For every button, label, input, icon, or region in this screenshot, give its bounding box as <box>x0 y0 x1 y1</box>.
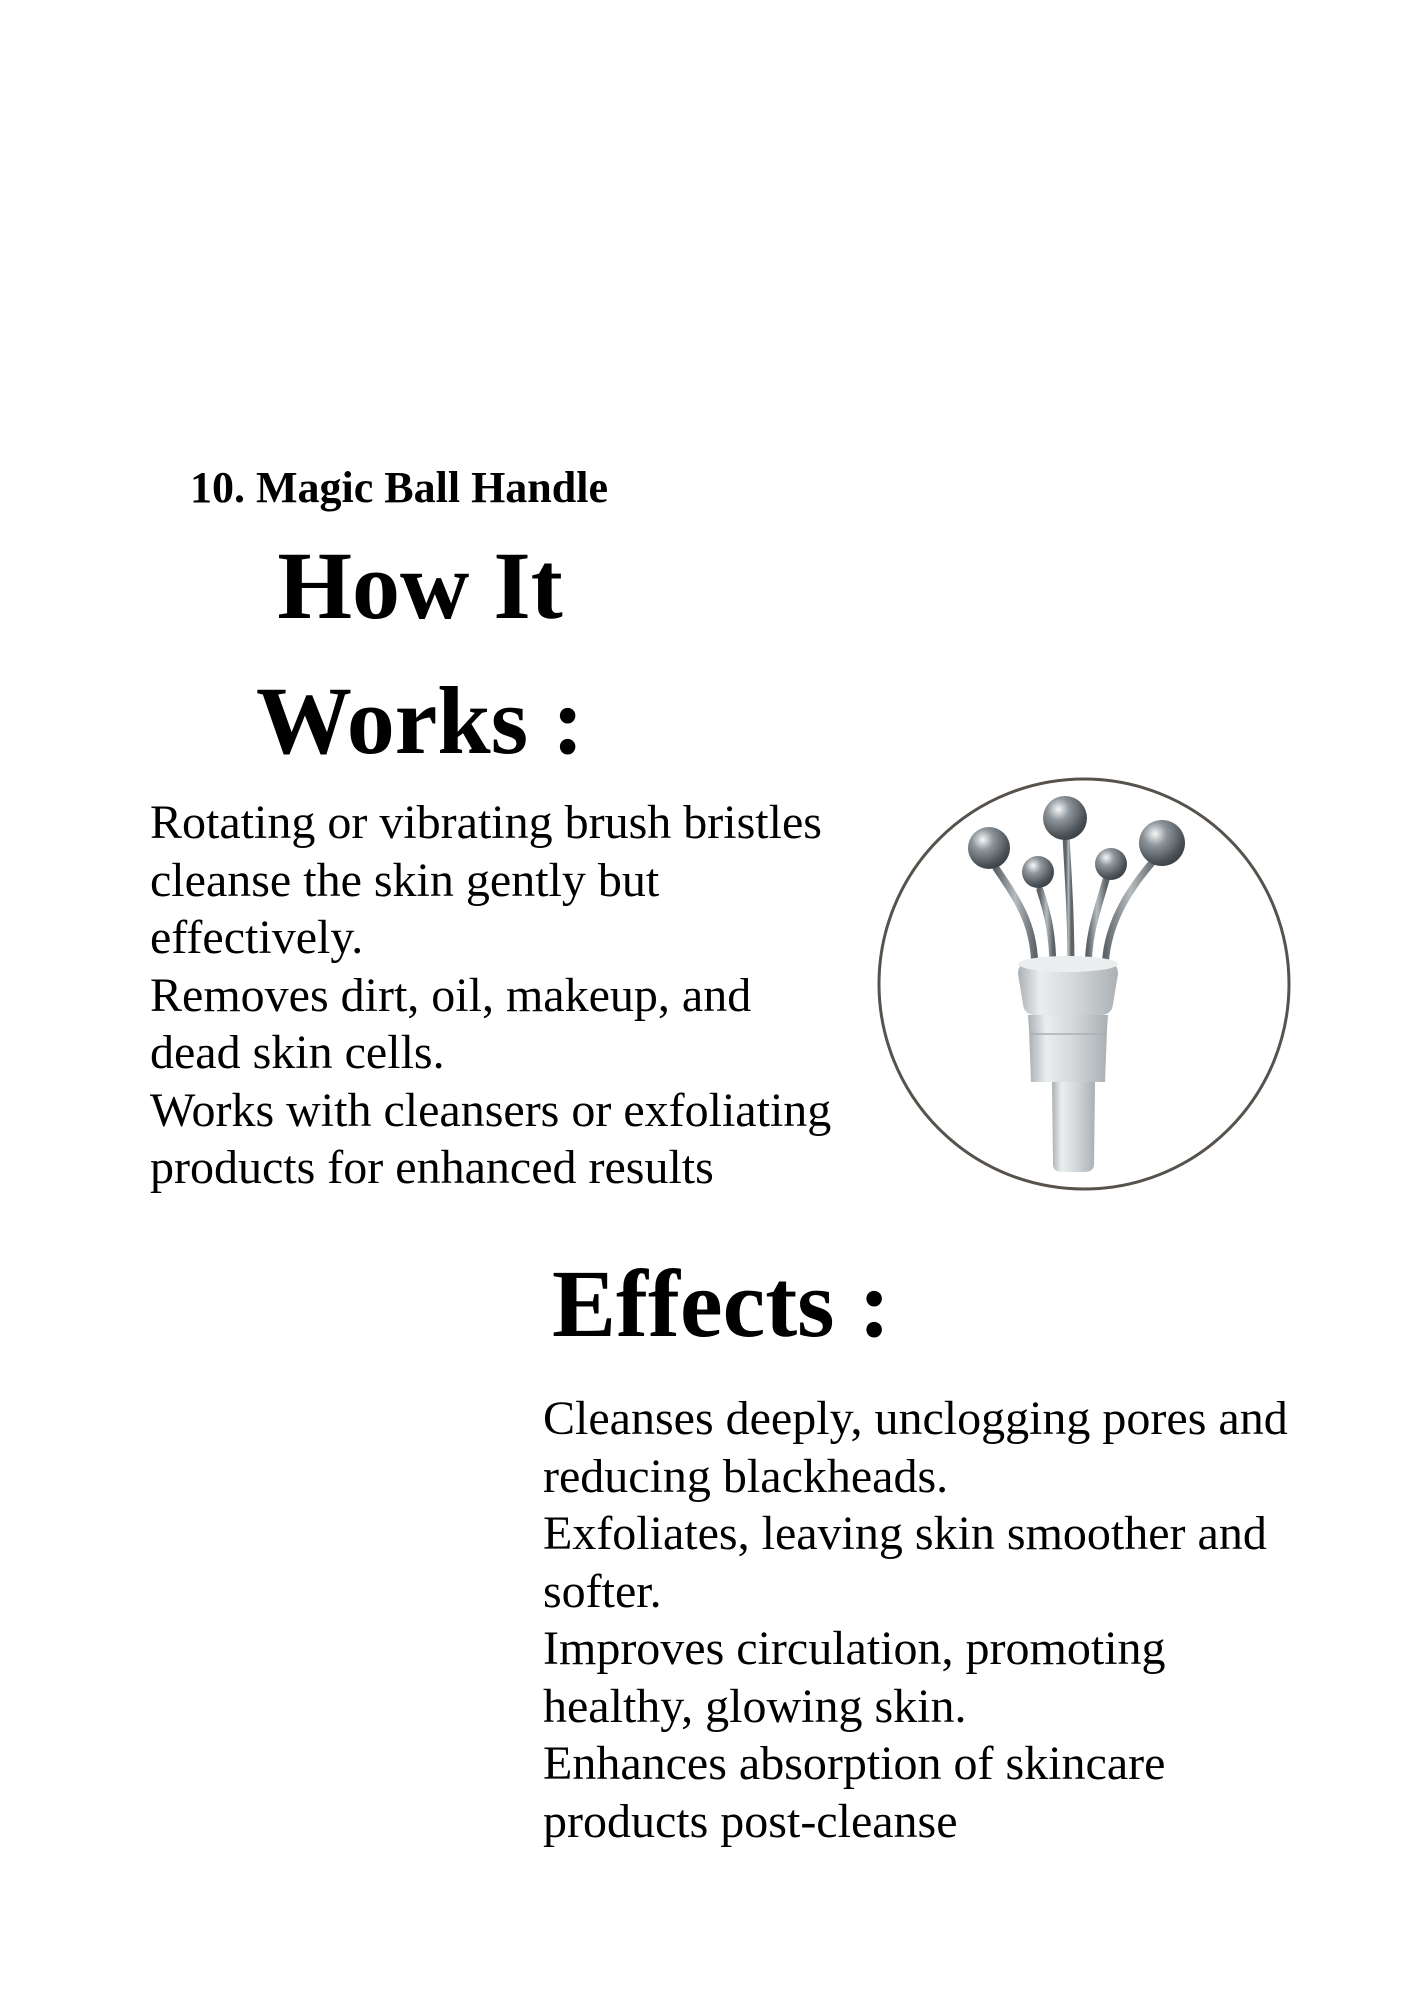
text-line: Rotating or vibrating brush bristles <box>150 796 822 849</box>
handle-collar-top <box>1018 956 1118 972</box>
text-line: dead skin cells. <box>150 1026 445 1079</box>
effects-paragraph <box>543 1390 1363 1850</box>
effects-heading: Effects : <box>552 1250 891 1357</box>
how-it-works-paragraph <box>150 794 930 1197</box>
massage-ball <box>1022 856 1054 888</box>
text-line: softer. <box>543 1564 662 1618</box>
text-line: cleanse the skin gently but <box>150 853 660 907</box>
massage-ball <box>1139 820 1185 866</box>
handle-shaft <box>1052 1082 1095 1172</box>
text-line: How It <box>277 532 563 639</box>
text-line: Exfoliates, leaving skin smoother and <box>543 1507 1267 1560</box>
ball-stem <box>1066 836 1071 972</box>
text-line: healthy, glowing skin. <box>543 1679 967 1733</box>
massage-ball <box>1043 796 1087 840</box>
section-title: 10. Magic Ball Handle <box>190 463 608 512</box>
magic-ball-handle-photo <box>872 772 1296 1196</box>
handle-step <box>1028 1015 1108 1030</box>
ball-stems <box>996 836 1156 972</box>
text-line: Enhances absorption of skincare <box>543 1737 1166 1790</box>
text-line: Cleanses deeply, unclogging pores and <box>543 1392 1288 1445</box>
handle-body <box>1018 956 1118 1172</box>
text-line: Improves circulation, promoting <box>543 1622 1166 1675</box>
text-line: products for enhanced results <box>150 1141 714 1194</box>
text-line: Works : <box>255 667 585 774</box>
massage-ball <box>968 827 1010 869</box>
handle-mid <box>1029 1030 1107 1082</box>
text-line: products post-cleanse <box>543 1794 958 1848</box>
text-line: reducing blackheads. <box>543 1449 949 1503</box>
massage-ball <box>1095 848 1127 880</box>
text-line: Works with cleansers or exfoliating <box>150 1083 832 1137</box>
text-line: Removes dirt, oil, makeup, and <box>150 968 752 1022</box>
how-it-works-heading <box>150 518 690 788</box>
text-line: effectively. <box>150 911 364 964</box>
